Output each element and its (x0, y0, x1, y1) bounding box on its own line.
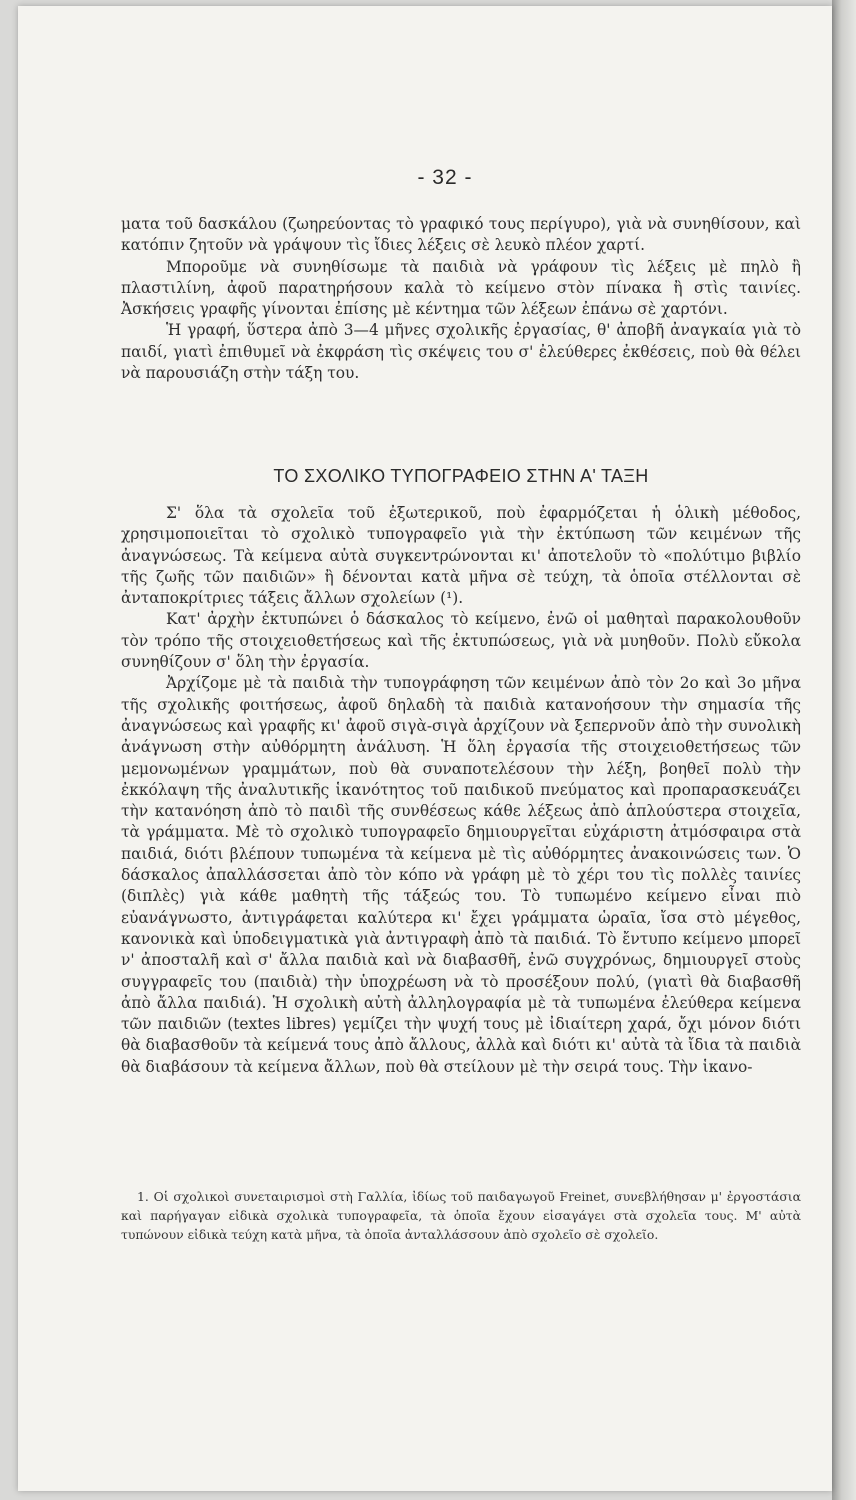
section-heading: ΤΟ ΣΧΟΛΙΚΟ ΤΥΠΟΓΡΑΦΕΙΟ ΣΤΗΝ Α' ΤΑΞΗ (273, 466, 649, 486)
footnote (121, 1187, 801, 1244)
paragraph: Ἀρχίζομε μὲ τὰ παιδιὰ τὴν τυπογράφηση τῶν κειμένων ἀπὸ τὸν 2ο καὶ 3ο μῆνα τῆς σχολικῆς φοιτήσεως, ἀφοῦ δηλαδὴ τὰ παιδιὰ κατανοήσουν τὴν σημασία τῆς ἀναγνώσεως καὶ γραφῆς κι' ἀφοῦ σιγὰ-σιγὰ ἀρχίζουν νὰ ξεπερνοῦν ἀπὸ τὴν συνολικὴ ἀνάγνωση στὴν αὐθόρμητη ἀνάλυση. Ἡ ὅλη ἐργασία τῆς στοιχειοθετήσεως τῶν μεμονωμένων γραμμάτων, ποὺ θὰ συναποτελέσουν τὴν λέξη, βοηθεῖ πολὺ τὴν ἐκκόλαψη τῆς ἀναλυτικῆς ἱκανότητος τοῦ παιδικοῦ πνεύματος καὶ προπαρασκευάζει τὴν κατανόηση ἀπὸ τὸ παιδὶ τῆς συνθέσεως κάθε λέξεως ἀπὸ ἁπλούστερα στοιχεῖα, τὰ γράμματα. Μὲ τὸ σχολικὸ τυπογραφεῖο δημιουργεῖται εὐχάριστη ἀτμόσφαιρα στὰ παιδιά, διότι βλέπουν τυπωμένα τὰ κείμενα μὲ τὶς αὐθόρμητες ἀνακοινώσεις των. Ὁ δάσκαλος ἀπαλλάσσεται ἀπὸ τὸν κόπο νὰ γράφη μὲ τὸ χέρι του τὶς πολλὲς ταινίες (διπλὲς) γιὰ κάθε μαθητὴ τῆς τάξεώς του. Τὸ τυπωμένο κείμενο εἶναι πιὸ εὐανάγνωστο, ἀντιγράφεται καλύτερα κι' ἔχει γράμματα ὡραῖα, ἴσα στὸ μέγεθος, κανονικὰ καὶ ὑποδειγματικὰ γιὰ ἀντιγραφὴ ἀπὸ τὰ παιδιά. Τὸ ἔντυπο κείμενο μπορεῖ ν' ἀποσταλῆ καὶ σ' ἄλλα παιδιὰ καὶ νὰ διαβασθῆ, ἐνῶ συγχρόνως, δημιουργεῖ στοὺς συγγραφεῖς του (παιδιὰ) τὴν ὑποχρέωση νὰ τὸ προσέξουν πολύ, (γιατὶ θὰ διαβασθῆ ἀπὸ ἄλλα παιδιά). Ἡ σχολικὴ αὐτὴ ἀλληλογραφία μὲ τὰ τυπωμένα ἐλεύθερα κείμενα τῶν παιδιῶν (textes libres) γεμίζει τὴν ψυχή τους μὲ ἰδιαίτερη χαρά, ὄχι μόνον διότι θὰ διαβασθοῦν τὰ κείμενά τους ἀπὸ ἄλλους, ἀλλὰ καὶ διότι κι' αὐτὰ τὰ ἴδια τὰ παιδιὰ θὰ διαβάσουν τὰ κείμενα ἄλλων, ποὺ θὰ στείλουν μὲ τὴν σειρά τους. Τὴν ἱκανο- (121, 674, 801, 1076)
scanned-page (18, 6, 832, 1491)
paragraph: Ἡ γραφή, ὕστερα ἀπὸ 3—4 μῆνες σχολικῆς ἐργασίας, θ' ἀποβῆ ἀναγκαία γιὰ τὸ παιδί, γιατὶ ἐπιθυμεῖ νὰ ἐκφράση τὶς σκέψεις του σ' ἐλεύθερες ἐκθέσεις, ποὺ θὰ θέλει νὰ παρουσιάζη στὴν τάξη του. (121, 321, 801, 383)
paragraph: Μποροῦμε νὰ συνηθίσωμε τὰ παιδιὰ νὰ γράφουν τὶς λέξεις μὲ πηλὸ ἢ πλαστιλίνη, ἀφοῦ παρατηρήσουν καλὰ τὸ κείμενο στὸν πίνακα ἢ στὶς ταινίες. Ἀσκήσεις γραφῆς γίνονται ἐπίσης μὲ κέντημα τῶν λέξεων ἐπάνω σὲ χαρτόνι. (121, 257, 801, 319)
intro-text (121, 214, 801, 384)
book-edge (832, 0, 856, 1500)
footnote-text: 1. Οἱ σχολικοὶ συνεταιρισμοὶ στὴ Γαλλία, ἰδίως τοῦ παιδαγωγοῦ Freinet, συνεβλήθησαν μ' ἐργοστάσια καὶ παρήγαγαν εἰδικὰ σχολικὰ τυπογραφεῖα, τὰ ὁποῖα ἔχουν εἰσαγάγει στὰ σχολεῖα τους. Μ' αὐτὰ τυπώνουν εἰδικὰ τεύχη κατὰ μῆνα, τὰ ὁποῖα ἀνταλλάσσουν ἀπὸ σχολεῖο σὲ σχολεῖο. (121, 1189, 801, 1242)
paragraph: ματα τοῦ δασκάλου (ζωηρεύοντας τὸ γραφικό τους περίγυρο), γιὰ νὰ συνηθίσουν, καὶ κατόπιν ζητοῦν νὰ γράψουν τὶς ἴδιες λέξεις σὲ λευκὸ πλέον χαρτί. (121, 215, 801, 255)
section-text (121, 503, 801, 1078)
paragraph: Σ' ὅλα τὰ σχολεῖα τοῦ ἐξωτερικοῦ, ποὺ ἐφαρμόζεται ἡ ὁλικὴ μέθοδος, χρησιμοποιεῖται τὸ σχολικὸ τυπογραφεῖο γιὰ τὴν ἐκτύπωση τῶν κειμένων τῆς ἀναγνώσεως. Τὰ κείμενα αὐτὰ συγκεντρώνονται κι' ἀποτελοῦν τὸ «πολύτιμο βιβλίο τῆς ζωῆς τῶν παιδιῶν» ἢ δένονται κατὰ μῆνα σὲ τεύχη, τὰ ὁποῖα στέλλονται σὲ ἀνταποκρίτριες τάξεις ἄλλων σχολείων (¹). (121, 504, 801, 608)
paragraph: Κατ' ἀρχὴν ἐκτυπώνει ὁ δάσκαλος τὸ κείμενο, ἐνῶ οἱ μαθηταὶ παρακολουθοῦν τὸν τρόπο τῆς στοιχειοθετήσεως καὶ τῆς ἐκτυπώσεως, γιὰ νὰ μυηθοῦν. Πολὺ εὔκολα συνηθίζουν σ' ὅλη τὴν ἐργασία. (121, 610, 801, 672)
page-number: - 32 - (417, 166, 473, 189)
